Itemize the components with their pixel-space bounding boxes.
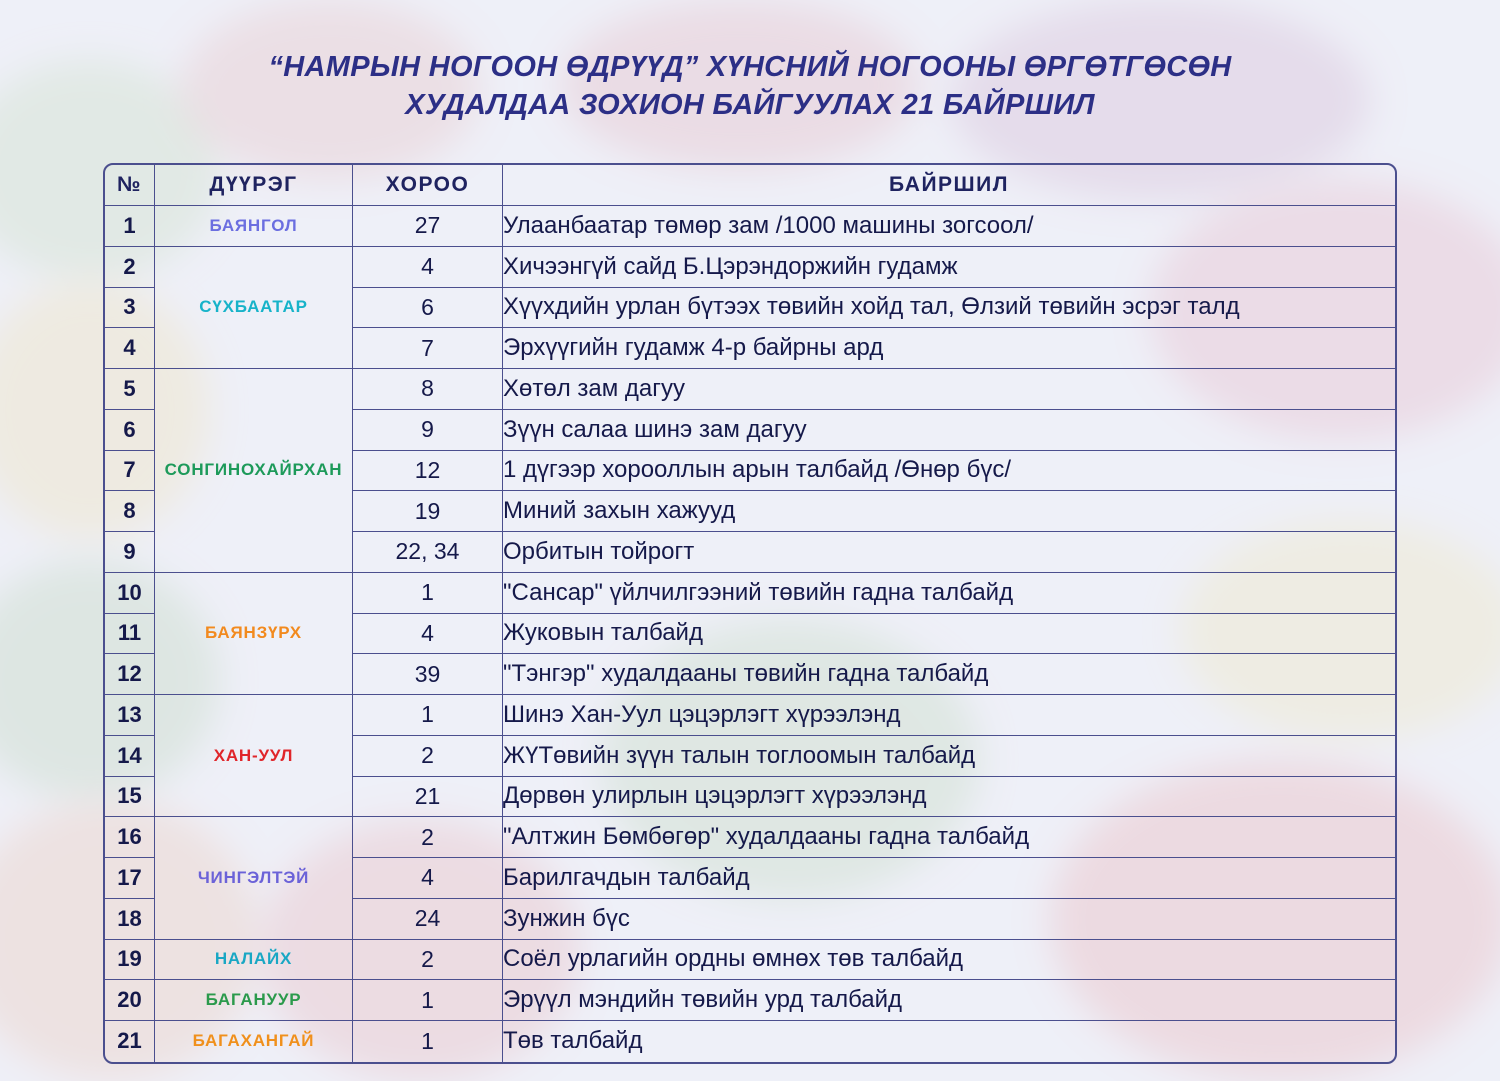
khoroo-cell: 2 xyxy=(353,817,503,858)
location-cell: "Сансар" үйлчилгээний төвийн гадна талбайд xyxy=(503,573,1395,614)
row-number: 12 xyxy=(105,654,155,695)
district-cell: БАГАНУУР xyxy=(155,980,353,1021)
table-row xyxy=(105,817,1395,858)
location-cell: Хичээнгүй сайд Б.Цэрэндоржийн гудамж xyxy=(503,247,1395,288)
row-number: 16 xyxy=(105,817,155,858)
khoroo-cell: 2 xyxy=(353,736,503,777)
row-number: 5 xyxy=(105,369,155,410)
row-number: 21 xyxy=(105,1021,155,1062)
row-number: 19 xyxy=(105,940,155,981)
row-number: 8 xyxy=(105,491,155,532)
location-cell: "Алтжин Бөмбөгөр" худалдааны гадна талбайд xyxy=(503,817,1395,858)
location-cell: Зүүн салаа шинэ зам дагуу xyxy=(503,410,1395,451)
row-number: 2 xyxy=(105,247,155,288)
row-number: 15 xyxy=(105,777,155,818)
khoroo-cell: 7 xyxy=(353,328,503,369)
table-row xyxy=(105,573,1395,614)
khoroo-cell: 22, 34 xyxy=(353,532,503,573)
district-cell: СОНГИНОХАЙРХАН xyxy=(155,369,353,573)
row-number: 3 xyxy=(105,288,155,329)
row-number: 17 xyxy=(105,858,155,899)
page-title xyxy=(0,48,1500,124)
district-cell: СҮХБААТАР xyxy=(155,247,353,369)
row-number: 7 xyxy=(105,451,155,492)
location-cell: Улаанбаатар төмөр зам /1000 машины зогсоол/ xyxy=(503,206,1395,247)
district-cell: ХАН-УУЛ xyxy=(155,695,353,817)
district-cell: НАЛАЙХ xyxy=(155,940,353,981)
locations-table xyxy=(103,163,1397,1064)
row-number: 4 xyxy=(105,328,155,369)
khoroo-cell: 1 xyxy=(353,1021,503,1062)
location-cell: Хүүхдийн урлан бүтээх төвийн хойд тал, Өлзий төвийн эсрэг талд xyxy=(503,288,1395,329)
location-cell: Хөтөл зам дагуу xyxy=(503,369,1395,410)
location-cell: Миний захын хажууд xyxy=(503,491,1395,532)
khoroo-cell: 4 xyxy=(353,858,503,899)
row-number: 1 xyxy=(105,206,155,247)
khoroo-cell: 19 xyxy=(353,491,503,532)
location-cell: Эрүүл мэндийн төвийн урд талбайд xyxy=(503,980,1395,1021)
location-cell: Орбитын тойрогт xyxy=(503,532,1395,573)
khoroo-cell: 8 xyxy=(353,369,503,410)
row-number: 13 xyxy=(105,695,155,736)
table-row xyxy=(105,1021,1395,1062)
location-cell: Төв талбайд xyxy=(503,1027,643,1055)
table-row xyxy=(105,206,1395,247)
location-cell: Эрхүүгийн гудамж 4-р байрны ард xyxy=(503,328,1395,369)
row-number: 14 xyxy=(105,736,155,777)
row-number: 20 xyxy=(105,980,155,1021)
location-cell: Барилгачдын талбайд xyxy=(503,858,1395,899)
location-cell: "Тэнгэр" худалдааны төвийн гадна талбайд xyxy=(503,654,1395,695)
khoroo-cell: 27 xyxy=(353,206,503,247)
title-line-2: ХУДАЛДАА ЗОХИОН БАЙГУУЛАХ 21 БАЙРШИЛ xyxy=(405,89,1095,121)
location-cell: Шинэ Хан-Уул цэцэрлэгт хүрээлэнд xyxy=(503,695,1395,736)
khoroo-cell: 24 xyxy=(353,899,503,940)
location-cell: ЖҮТөвийн зүүн талын тоглоомын талбайд xyxy=(503,736,1395,777)
khoroo-cell: 6 xyxy=(353,288,503,329)
district-cell: ЧИНГЭЛТЭЙ xyxy=(155,817,353,939)
table-row xyxy=(105,247,1395,288)
title-line-1: “НАМРЫН НОГООН ӨДРҮҮД” ХҮНСНИЙ НОГООНЫ ӨРГӨТГӨСӨН xyxy=(268,51,1232,83)
khoroo-cell: 1 xyxy=(353,980,503,1021)
location-cell: Жуковын талбайд xyxy=(503,614,1395,655)
location-cell: Дөрвөн улирлын цэцэрлэгт хүрээлэнд xyxy=(503,777,1395,818)
row-number: 11 xyxy=(105,614,155,655)
khoroo-cell: 39 xyxy=(353,654,503,695)
row-number: 10 xyxy=(105,573,155,614)
khoroo-cell: 2 xyxy=(353,940,503,981)
khoroo-cell: 4 xyxy=(353,614,503,655)
header-number: № xyxy=(105,165,155,206)
table-row xyxy=(105,980,1395,1021)
header-khoroo: ХОРОО xyxy=(353,165,503,206)
location-cell: Зунжин бүс xyxy=(503,899,1395,940)
khoroo-cell: 9 xyxy=(353,410,503,451)
row-number: 18 xyxy=(105,899,155,940)
khoroo-cell: 1 xyxy=(353,695,503,736)
district-cell: БАЯНГОЛ xyxy=(155,206,353,247)
khoroo-cell: 1 xyxy=(353,573,503,614)
district-cell: БАГАХАНГАЙ xyxy=(155,1021,353,1062)
district-cell: БАЯНЗҮРХ xyxy=(155,573,353,695)
header-location: БАЙРШИЛ xyxy=(503,165,1395,206)
row-number: 6 xyxy=(105,410,155,451)
table-row xyxy=(105,369,1395,410)
table-header-row xyxy=(105,165,1395,206)
location-cell: 1 дүгээр хорооллын арын талбайд /Өнөр бүс/ xyxy=(503,451,1395,492)
table-row xyxy=(105,940,1395,981)
table-row xyxy=(105,695,1395,736)
khoroo-cell: 21 xyxy=(353,777,503,818)
row-number: 9 xyxy=(105,532,155,573)
khoroo-cell: 12 xyxy=(353,451,503,492)
header-district: ДҮҮРЭГ xyxy=(155,165,353,206)
khoroo-cell: 4 xyxy=(353,247,503,288)
location-cell: Соёл урлагийн ордны өмнөх төв талбайд xyxy=(503,940,1395,981)
